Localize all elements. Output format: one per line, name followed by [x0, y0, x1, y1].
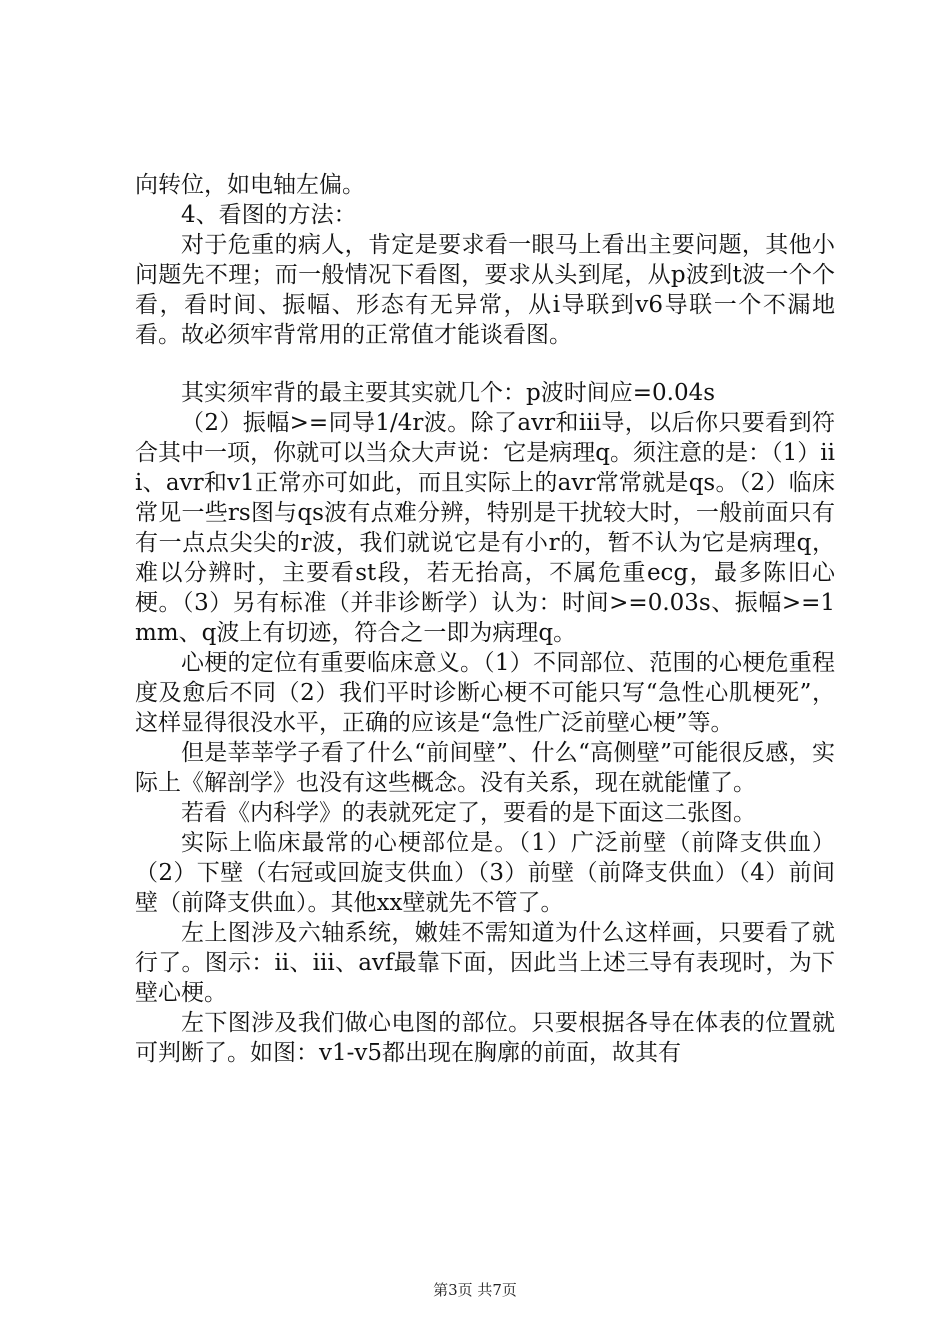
section-heading: 4、看图的方法：	[181, 202, 357, 228]
paragraph: （2）振幅>=同导1/4r波。除了avr和iii导，以后你只要看到符合其中一项，你就可以当众大声说：它是病理q。须注意的是：（1）iii、avr和v1正常亦可如此，而且实际上的avr常常就是qs。（2）临床常见一些rs图与qs波有点难分辨，特别是干扰较大时，一般前面只有有一点点尖尖的r波，我们就说它是有小r的，暂不认为它是病理q，难以分辨时，主要看st段，若无抬高，不属危重ecg，最多陈旧心梗。（3）另有标准（并非诊断学）认为：时间>=0.03s、振幅>=1mm、q波上有切迹，符合之一即为病理q。	[135, 410, 835, 646]
paragraph-continuation: 向转位，如电轴左偏。	[135, 172, 365, 198]
paragraph: 对于危重的病人，肯定是要求看一眼马上看出主要问题，其他小问题先不理；而一般情况下看图，要求从头到尾，从p波到t波一个个看，看时间、振幅、形态有无异常，从i导联到v6导联一个不漏地看。故必须牢背常用的正常值才能谈看图。	[135, 232, 835, 348]
document-body	[135, 170, 835, 1068]
page-number-footer: 第3页 共7页	[433, 1281, 517, 1299]
paragraph: 心梗的定位有重要临床意义。（1）不同部位、范围的心梗危重程度及愈后不同（2）我们平时诊断心梗不可能只写“急性心肌梗死”，这样显得很没水平，正确的应该是“急性广泛前壁心梗”等。	[135, 650, 835, 736]
paragraph: 其实须牢背的最主要其实就几个：p波时间应=0.04s	[181, 380, 716, 406]
paragraph: 但是莘莘学子看了什么“前间壁”、什么“高侧壁”可能很反感，实际上《解剖学》也没有这些概念。没有关系，现在就能懂了。	[135, 740, 835, 796]
paragraph: 左上图涉及六轴系统，嫩娃不需知道为什么这样画，只要看了就行了。图示：ii、iii、avf最靠下面，因此当上述三导有表现时，为下壁心梗。	[135, 920, 835, 1006]
paragraph: 左下图涉及我们做心电图的部位。只要根据各导在体表的位置就可判断了。如图：v1-v5都出现在胸廓的前面，故其有	[135, 1010, 835, 1066]
paragraph: 实际上临床最常的心梗部位是。（1）广泛前壁（前降支供血）（2）下壁（右冠或回旋支供血）（3）前壁（前降支供血）（4）前间壁（前降支供血）。其他xx壁就先不管了。	[135, 830, 835, 916]
paragraph: 若看《内科学》的表就死定了，要看的是下面这二张图。	[181, 800, 756, 826]
